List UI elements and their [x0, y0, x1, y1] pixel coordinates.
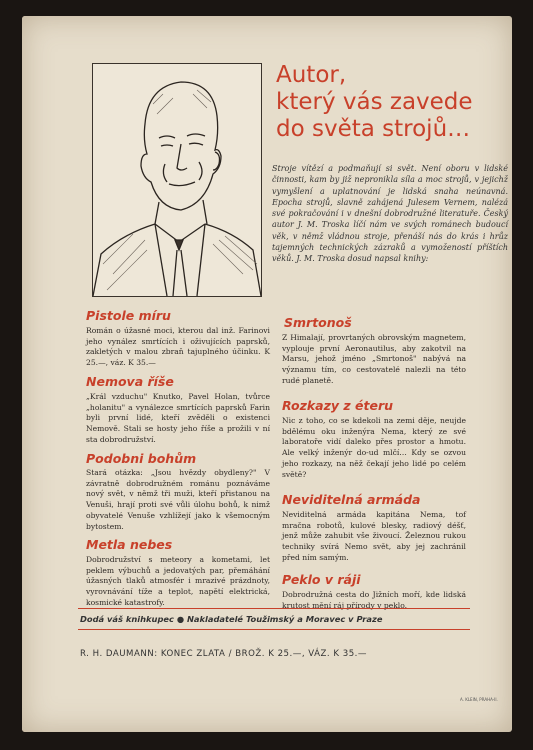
- book-text-smrtonos: Z Himalají, provrtaných obrovským magnetem, vyplouje první Aeronautilus, aby zakotvil na Marsu, jehož jméno „Smrtonoš" nabývá na významu tím, co cestovatelé nalezli na této rudé planetě.: [282, 333, 466, 385]
- headline-line-1: Autor,: [276, 62, 347, 88]
- book-title-peklo-v-raji: Peklo v ráji: [282, 572, 361, 587]
- book-text-rozkazy-z-eteru: Nic z toho, co se kdekoli na zemi děje, neujde bdělému oku inženýra Nema, který ze své laboratoře vidí daleko přes prostor a hmotu. Ale velký inženýr do-ud mlčí… Kdy se ozvou jeho rozkazy, na něž čekají jeho lidé po celém světě?: [282, 416, 466, 479]
- daumann-line: R. H. DAUMANN: KONEC ZLATA / BROŽ. K 25.—, VÁZ. K 35.—: [80, 649, 367, 659]
- book-text-neviditelna-armada: Neviditelná armáda kapitána Nema, tof mračna robotů, kulové blesky, radiový déšť, jenž může zahubit vše živoucí. Železnou rukou techniky svírá Nemo svět, aby jej zachránil před ním samým.: [282, 510, 466, 562]
- book-title-rozkazy-z-eteru: Rozkazy z éteru: [282, 398, 394, 413]
- book-title-nemova-rise: Nemova říše: [86, 374, 174, 389]
- book-title-smrtonos: Smrtonoš: [284, 315, 352, 330]
- headline: [276, 62, 506, 143]
- book-text-nemova-rise: „Král vzduchu" Knutko, Pavel Holan, tvůrce „holanitu" a vynálezce smrtících paprsků Farin byli první lidé, kteří zvěděli o existenci Nemově. Stali se hosty jeho říše a prožili v ní sta dobrodružství.: [86, 392, 270, 444]
- printer-imprint: A. KLEIN, PRAHA-II.: [460, 697, 498, 702]
- footer-rule-top: [78, 608, 470, 609]
- book-text-metla-nebes: Dobrodružství s meteory a kometami, let peklem výbuchů a jedovatých par, přemáhání úžasných tlaků atmosfér i mrazivé prázdnoty, vyrovnávání tíže a teplot, napětí elektrická, kosmické katastrofy.: [86, 555, 270, 607]
- book-text-peklo-v-raji: Dobrodružná cesta do Jižních moří, kde lidská krutost mění ráj přírody v peklo.: [282, 590, 466, 610]
- publisher-line: Dodá váš knihkupec ● Nakladatelé Toužimský a Moravec v Praze: [80, 614, 383, 624]
- headline-line-2: který vás zavede: [276, 89, 473, 115]
- book-text-pistole-miru: Román o úžasné moci, kterou dal inž. Farinovi jeho vynález smrtících i oživujících paprsků, zakletých v malou zbraň tajuplného účinku. K 25.—, váz. K 35.—: [86, 326, 270, 368]
- book-text-podobni-bohum: Stará otázka: „Jsou hvězdy obydleny?" V závratně dobrodružném románu poznáváme nový svět, v němž tři muži, kteří přistanou na Venuši, hrají proti své vůli úlohu bohů, k nimž obyvatelé Venuše vzhlížejí jako k všemocným bytostem.: [86, 468, 270, 531]
- book-title-metla-nebes: Metla nebes: [86, 537, 173, 552]
- author-portrait: [92, 63, 262, 297]
- footer-rule-bottom: [78, 629, 470, 630]
- book-title-pistole-miru: Pistole míru: [86, 308, 171, 323]
- book-title-podobni-bohum: Podobni bohům: [86, 451, 197, 466]
- headline-line-3: do světa strojů…: [276, 116, 471, 142]
- intro-text: Stroje vítězí a podmaňují si svět. Není oboru v lidské činnosti, kam by již nepronikla síla a moc strojů, v jejichž vymyšlení a uplatnování je lidská snaha neúnavná. Epocha strojů, slavně zahájená Julesem Vernem, nalézá své pokračování i v dnešní dobrodružné literatuře. Český autor J. M. Troska líčí nám ve svých románech budoucí věk, v němž vládnou stroje, přenáší nás do krás i hrůz tajemných technických zázraků a vymožeností příštích věků. J. M. Troska dosud napsal knihy:: [272, 164, 508, 264]
- book-title-neviditelna-armada: Neviditelná armáda: [282, 492, 421, 507]
